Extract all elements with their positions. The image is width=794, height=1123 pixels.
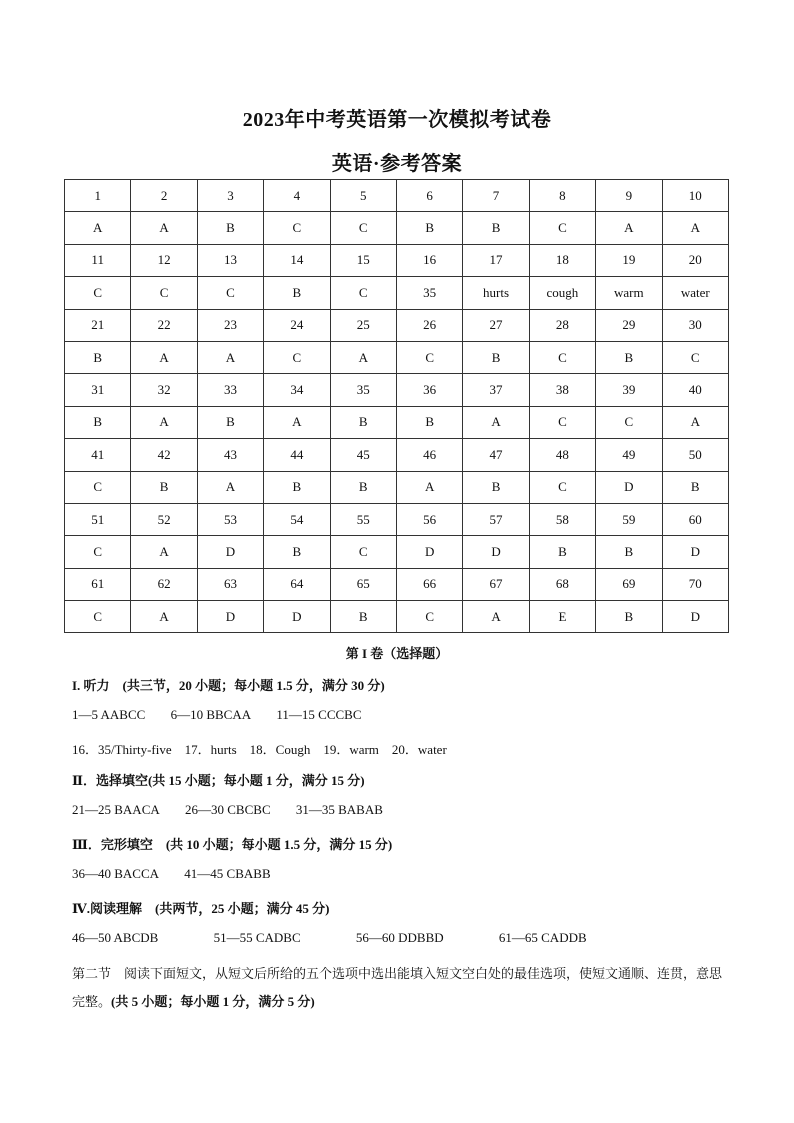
multiple-choice-heading: Ⅱ．选择填空(共 15 小题；每小题 1 分，满分 15 分) [72,773,365,788]
question-number-cell: 67 [463,568,529,600]
answer-cell: C [330,536,396,568]
answer-cell: C [529,471,595,503]
question-number-cell: 11 [65,244,131,276]
question-number-cell: 59 [596,503,662,535]
question-number-cell: 44 [264,439,330,471]
answer-cell: hurts [463,277,529,309]
answer-cell: A [131,406,197,438]
question-number-cell: 48 [529,439,595,471]
question-number-cell: 68 [529,568,595,600]
question-number-cell: 46 [396,439,462,471]
answer-cell: C [330,277,396,309]
question-number-cell: 8 [529,180,595,212]
answer-group: 21—25 BAACA [72,802,160,817]
answer-cell: D [197,536,263,568]
question-number-cell: 12 [131,244,197,276]
question-number-cell: 39 [596,374,662,406]
question-number-row [65,180,729,212]
answer-cell: water [662,277,728,309]
question-number-cell: 60 [662,503,728,535]
answer-cell: B [596,536,662,568]
question-number-cell: 32 [131,374,197,406]
question-number-cell: 5 [330,180,396,212]
answer-cell: C [131,277,197,309]
answer-cell: B [65,341,131,373]
answer-cell: B [596,341,662,373]
answer-cell: C [65,277,131,309]
answer-cell: B [529,536,595,568]
answer-cell: A [662,406,728,438]
page-title: 2023年中考英语第一次模拟考试卷 [242,109,552,131]
answer-cell: B [463,341,529,373]
question-number-cell: 40 [662,374,728,406]
answer-cell: C [529,341,595,373]
question-number-cell: 19 [596,244,662,276]
question-number-cell: 24 [264,309,330,341]
answer-cell: A [396,471,462,503]
answer-cell: B [131,471,197,503]
question-number-cell: 20 [662,244,728,276]
question-number-row [65,374,729,406]
answer-cell: C [264,212,330,244]
answer-group: 61—65 CADDB [498,930,587,945]
question-number-cell: 52 [131,503,197,535]
question-number-cell: 6 [396,180,462,212]
answer-cell: A [197,341,263,373]
question-number-cell: 18 [529,244,595,276]
answer-group: 41—45 CBABB [184,866,271,881]
question-number-cell: 21 [65,309,131,341]
answer-cell: D [596,471,662,503]
answer-cell: B [662,471,728,503]
question-number-cell: 42 [131,439,197,471]
cloze-heading: Ⅲ．完形填空 (共 10 小题；每小题 1.5 分，满分 15 分) [72,837,393,852]
question-number-cell: 56 [396,503,462,535]
answer-cell: B [396,406,462,438]
answer-row [65,341,729,373]
question-number-cell: 7 [463,180,529,212]
question-number-cell: 23 [197,309,263,341]
answer-table [64,179,729,633]
answer-group: 36—40 BACCA [72,866,160,881]
question-number-cell: 27 [463,309,529,341]
question-number-cell: 62 [131,568,197,600]
question-number-row [65,244,729,276]
answer-cell: A [264,406,330,438]
answer-cell: B [197,406,263,438]
question-number-cell: 10 [662,180,728,212]
instructions-text: 第二节 阅读下面短文，从短文后所给的五个选项中选出能填入短文空白处的最佳选项，使短文通顺、连贯，意思完整。 [72,966,723,1009]
answer-cell: B [463,471,529,503]
answer-cell: B [396,212,462,244]
question-number-cell: 33 [197,374,263,406]
answer-row [65,601,729,633]
answer-cell: C [529,406,595,438]
question-number-cell: 25 [330,309,396,341]
answer-group: 1—5 AABCC [72,707,146,722]
answer-cell: E [529,601,595,633]
answer-cell: B [330,406,396,438]
question-number-cell: 30 [662,309,728,341]
answer-cell: A [131,341,197,373]
answer-cell: A [463,601,529,633]
question-number-cell: 69 [596,568,662,600]
answer-cell: D [463,536,529,568]
reading-answers [72,930,587,946]
question-number-cell: 43 [197,439,263,471]
question-number-cell: 38 [529,374,595,406]
question-number-cell: 2 [131,180,197,212]
section-two-instructions [72,960,724,1016]
question-number-row [65,568,729,600]
listening-answers-1 [72,707,362,723]
question-number-cell: 28 [529,309,595,341]
question-number-cell: 34 [264,374,330,406]
question-number-cell: 65 [330,568,396,600]
answer-row [65,536,729,568]
instructions-score: (共 5 小题；每小题 1 分，满分 5 分) [111,994,315,1009]
answer-cell: A [463,406,529,438]
question-number-cell: 31 [65,374,131,406]
answer-cell: B [197,212,263,244]
multiple-choice-answers [72,802,383,818]
question-number-cell: 16 [396,244,462,276]
question-number-cell: 37 [463,374,529,406]
answer-cell: A [662,212,728,244]
question-number-cell: 63 [197,568,263,600]
answer-cell: D [662,601,728,633]
answer-cell: A [65,212,131,244]
answer-group: 56—60 DDBBD [355,930,444,945]
answer-cell: B [596,601,662,633]
answer-cell: D [396,536,462,568]
answer-cell: C [264,341,330,373]
page-subtitle: 英语·参考答案 [331,153,463,175]
listening-answers-2: 16．35/Thirty-five 17．hurts 18．Cough 19．warm 20．water [72,742,447,757]
answer-cell: C [596,406,662,438]
answer-cell: B [264,536,330,568]
answer-cell: B [463,212,529,244]
answer-cell: D [197,601,263,633]
answer-group: 46—50 ABCDB [72,930,159,945]
answer-cell: A [131,601,197,633]
answer-cell: B [65,406,131,438]
answer-cell: 35 [396,277,462,309]
question-number-row [65,309,729,341]
question-number-cell: 64 [264,568,330,600]
answer-cell: B [330,471,396,503]
question-number-cell: 15 [330,244,396,276]
answer-group: 26—30 CBCBC [185,802,271,817]
question-number-row [65,503,729,535]
listening-heading: I. 听力 (共三节，20 小题；每小题 1.5 分，满分 30 分) [72,678,385,693]
question-number-cell: 66 [396,568,462,600]
answer-cell: B [264,471,330,503]
answer-group: 31—35 BABAB [295,802,383,817]
answer-group: 6—10 BBCAA [170,707,252,722]
question-number-cell: 22 [131,309,197,341]
answer-cell: C [65,536,131,568]
answer-cell: A [197,471,263,503]
answer-cell: cough [529,277,595,309]
answer-group: 51—55 CADBC [213,930,301,945]
answer-row [65,406,729,438]
answer-cell: C [662,341,728,373]
answer-cell: warm [596,277,662,309]
question-number-cell: 61 [65,568,131,600]
answer-cell: D [264,601,330,633]
question-number-cell: 53 [197,503,263,535]
question-number-cell: 70 [662,568,728,600]
answer-cell: A [596,212,662,244]
question-number-cell: 29 [596,309,662,341]
question-number-cell: 4 [264,180,330,212]
question-number-cell: 36 [396,374,462,406]
question-number-cell: 13 [197,244,263,276]
question-number-cell: 58 [529,503,595,535]
question-number-cell: 14 [264,244,330,276]
answer-cell: D [662,536,728,568]
question-number-cell: 26 [396,309,462,341]
answer-cell: C [529,212,595,244]
answer-cell: A [131,212,197,244]
answer-cell: B [264,277,330,309]
question-number-cell: 35 [330,374,396,406]
answer-cell: C [396,601,462,633]
question-number-cell: 51 [65,503,131,535]
question-number-cell: 57 [463,503,529,535]
reading-heading: Ⅳ.阅读理解 (共两节，25 小题；满分 45 分) [72,901,330,916]
question-number-cell: 17 [463,244,529,276]
answer-row [65,277,729,309]
answer-cell: C [197,277,263,309]
answer-cell: C [65,601,131,633]
answer-cell: C [330,212,396,244]
question-number-cell: 49 [596,439,662,471]
answer-cell: A [131,536,197,568]
section-title: 第 I 卷（选择题） [345,646,449,661]
question-number-row [65,439,729,471]
question-number-cell: 3 [197,180,263,212]
answer-cell: B [330,601,396,633]
question-number-cell: 1 [65,180,131,212]
question-number-cell: 47 [463,439,529,471]
cloze-answers [72,866,271,882]
question-number-cell: 41 [65,439,131,471]
question-number-cell: 54 [264,503,330,535]
answer-group: 11—15 CCCBC [276,707,362,722]
question-number-cell: 50 [662,439,728,471]
question-number-cell: 45 [330,439,396,471]
answer-row [65,471,729,503]
answer-cell: C [396,341,462,373]
question-number-cell: 55 [330,503,396,535]
question-number-cell: 9 [596,180,662,212]
answer-cell: C [65,471,131,503]
answer-cell: A [330,341,396,373]
answer-row [65,212,729,244]
